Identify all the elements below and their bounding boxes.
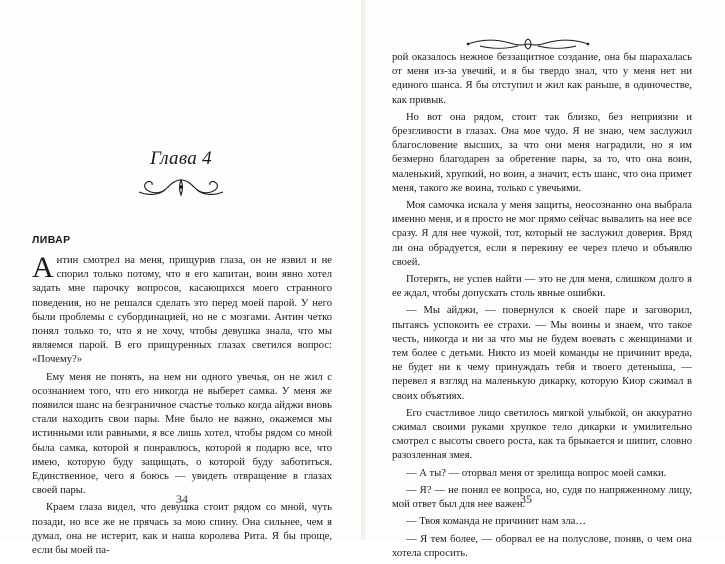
paragraph: Ему меня не понять, на нем ни одного увечья, он не жил с осознанием того, что его никогда не выберет самка. У меня же появился шанс на безграничное счастье только когда айджи вновь стали находить свои пары. Мне было не важно, окажемся мы истинными или равными, я все лишь хотел, чтобы рядом со мной была самка, которой я понравлюсь, которой я подарю все, что имею, которую буду защищать, о которой буду заботиться. Единственное, чего я боюсь — увидеть отвращение в глазах своей пары.: [32, 371, 332, 497]
top-flourish-ornament: [466, 37, 590, 51]
right-page-text: [392, 51, 692, 564]
paragraph: Но вот она рядом, стоит так близко, без неприязни и брезгливости в глазах. Она мое чудо. Я не знаю, чем заслужил благословение высших, за что они меня наградили, но я им безмерно благодарен за обретение пары, за то, что она воин, маленький, хрупкий, но воин, а значит, есть шанс, что она примет меня, такого же воина, только с увечьями.: [392, 111, 692, 194]
paragraph: — Я? — не понял ее вопроса, но, судя по напряженному лицу, мой ответ был для нее важен.: [392, 484, 692, 511]
section-heading: ЛИВАР: [32, 234, 71, 246]
chapter-flourish-ornament: [135, 176, 227, 198]
paragraph: — Я тем более, — оборвал ее на полуслове, поняв, о чем она хотела спросить.: [392, 533, 692, 559]
right-page: [364, 0, 725, 559]
chapter-heading-block: [30, 148, 332, 198]
paragraph: рой оказалось нежное беззащитное создание, она бы шарахалась от меня из-за увечий, и я бы твердо знал, что у меня нет ни единого шанса. Я бы отступил и жил как раньше, в одиночестве, как привык.: [392, 52, 692, 106]
page-number: 35: [520, 492, 532, 506]
paragraph: — А ты? — оторвал меня от зрелища вопрос моей самки.: [406, 467, 667, 479]
paragraph: [32, 251, 332, 368]
paragraph-text: нтин смотрел на меня, прищурив глаза, он не язвил и не спорил только потому, что я его капитан, воин явно хотел задать мне парочку вопросов, касающихся моего странного поведения, но не решался сделать это перед моей парой. У него были проблемы с субординацией, но не с мозгами. Антин четко понял только то, что я не хочу, чтобы девушка знала, что мы являемся парой. В его прищуренных глазах светился вопрос: «Почему?»: [32, 255, 332, 366]
paragraph: Его счастливое лицо светилось мягкой улыбкой, он аккуратно сжимал своими руками хрупкое тело дикарки и умилительно смотрел с высоты своего роста, как та брыкается и шипит, словно разозленная змея.: [392, 407, 692, 462]
chapter-title: Глава 4: [150, 148, 212, 169]
paragraph: Моя самочка искала у меня защиты, неосознанно она выбрала именно меня, и я просто не мог прямо сейчас вывалить на нее все сразу. Я для нее чужой, тот, который не заслужил доверия. Вряд ли она обрадуется, если я перекину ее через плечо и объявлю своей.: [392, 200, 692, 268]
drop-cap: А: [32, 251, 54, 284]
paragraph: — Твоя команда не причинит нам зла…: [406, 516, 586, 528]
left-page-text: [32, 251, 332, 561]
page-number: 34: [176, 492, 188, 506]
left-page: [0, 0, 362, 557]
paragraph: — Мы айджи, — повернулся к своей паре и заговорил, пытаясь успокоить ее страхи. — Мы воины и знаем, что такое честь, никогда и ни за что мы не будем воевать с женщинами и тем более с детьми. Никто из моей команды не причинит вреда, не будет ни к чему принуждать тебя и твоего детеныша, — перевел я взгляд на маленькую дикарку, которую Киор сжимал в своих объятиях.: [392, 305, 692, 402]
paragraph: Краем глаза видел, что девушка стоит рядом со мной, чуть позади, но все же не прячась за мою спину. Она сильнее, чем я думал, она не истерит, как и наша королева Рита. Я бы проще, если бы моей па-: [32, 502, 332, 557]
paragraph: Потерять, не успев найти — это не для меня, слишком долго я ее ждал, чтобы допускать столь явные ошибки.: [392, 274, 692, 300]
